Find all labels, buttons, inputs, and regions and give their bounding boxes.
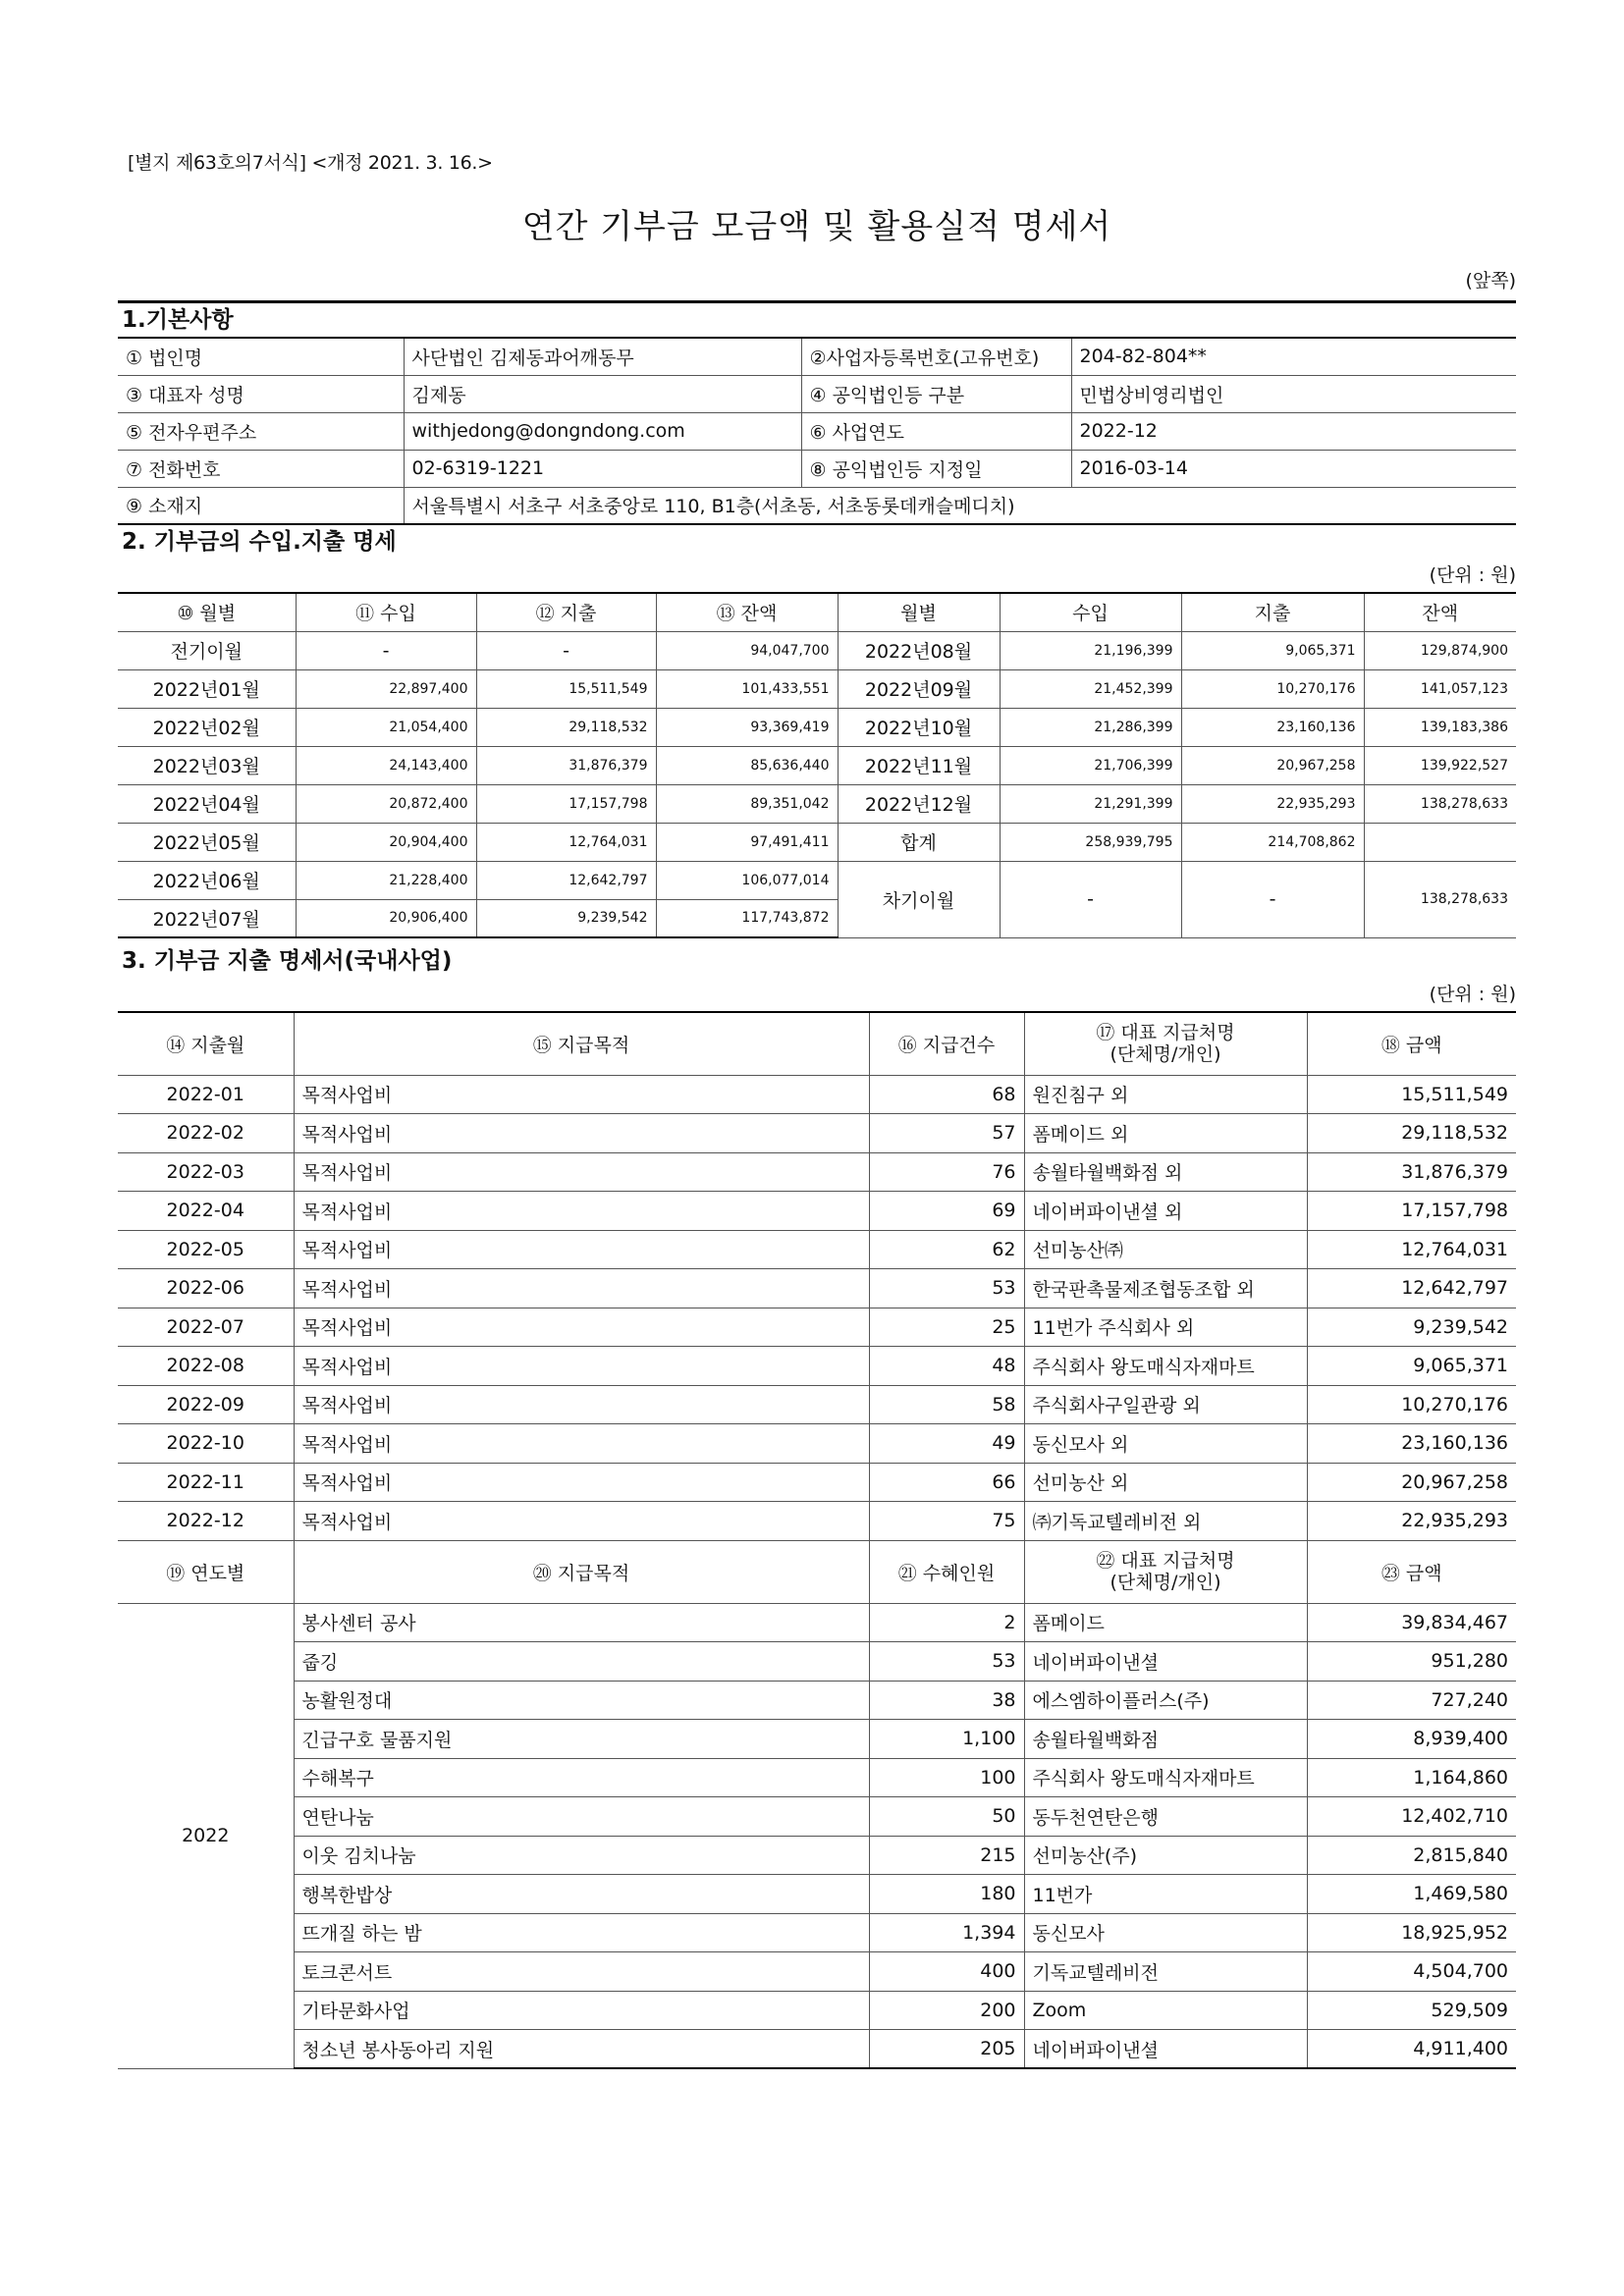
purpose-cell: 긴급구호 물품지원 bbox=[294, 1720, 869, 1759]
table-header-row bbox=[118, 1012, 1516, 1075]
purpose-cell: 농활원정대 bbox=[294, 1681, 869, 1720]
table-row bbox=[118, 1075, 1516, 1114]
count-cell: 66 bbox=[869, 1463, 1024, 1502]
table-row bbox=[118, 2030, 1516, 2069]
amount-cell: 12,764,031 bbox=[1307, 1230, 1516, 1269]
recipient-cell: 한국판촉물제조협동조합 외 bbox=[1024, 1269, 1307, 1308]
table-row bbox=[118, 1913, 1516, 1952]
beneficiary-count-cell: 1,394 bbox=[869, 1913, 1024, 1952]
table-header-row bbox=[118, 593, 1516, 631]
beneficiary-count-cell: 180 bbox=[869, 1875, 1024, 1914]
document-title: 연간 기부금 모금액 및 활용실적 명세서 bbox=[521, 207, 1112, 246]
amount-cell: 15,511,549 bbox=[1307, 1075, 1516, 1114]
month-cell: 2022-06 bbox=[118, 1269, 294, 1308]
amount-cell: - bbox=[1000, 861, 1181, 937]
amount-cell: 21,286,399 bbox=[1000, 708, 1181, 746]
month-cell: 2022년11월 bbox=[838, 746, 1000, 784]
amount-cell: 2,815,840 bbox=[1307, 1836, 1516, 1875]
recipient-cell: 동두천연탄은행 bbox=[1024, 1797, 1307, 1837]
amount-cell: 15,511,549 bbox=[476, 669, 656, 708]
beneficiary-count-cell: 53 bbox=[869, 1642, 1024, 1682]
amount-cell: 21,452,399 bbox=[1000, 669, 1181, 708]
purpose-cell: 기타문화사업 bbox=[294, 1991, 869, 2030]
amount-cell: 139,183,386 bbox=[1364, 708, 1516, 746]
purpose-cell: 목적사업비 bbox=[294, 1308, 869, 1347]
basic-info-row bbox=[118, 375, 1516, 412]
field-value: withjedong@dongndong.com bbox=[404, 412, 801, 450]
table-row bbox=[118, 1269, 1516, 1308]
address-value: 서울특별시 서초구 서초중앙로 110, B1층(서초동, 서초동롯데캐슬메디치) bbox=[404, 487, 1516, 524]
purpose-cell: 목적사업비 bbox=[294, 1192, 869, 1231]
column-header: 잔액 bbox=[1364, 593, 1516, 631]
income-expense-table bbox=[118, 592, 1516, 938]
month-cell: 2022-01 bbox=[118, 1075, 294, 1114]
field-value: 204-82-804** bbox=[1071, 338, 1516, 375]
header-line: ⑰ 대표 지급처명 bbox=[1096, 1022, 1235, 1044]
purpose-cell: 목적사업비 bbox=[294, 1424, 869, 1464]
basic-info-table bbox=[118, 337, 1516, 525]
beneficiary-count-cell: 38 bbox=[869, 1681, 1024, 1720]
column-header: 지출 bbox=[1181, 593, 1364, 631]
recipient-cell: Zoom bbox=[1024, 1991, 1307, 2030]
column-header: ⑲ 연도별 bbox=[118, 1540, 294, 1603]
recipient-cell: 주식회사 왕도매식자재마트 bbox=[1024, 1347, 1307, 1386]
recipient-cell: 폼메이드 외 bbox=[1024, 1114, 1307, 1153]
amount-cell: 18,925,952 bbox=[1307, 1913, 1516, 1952]
month-cell: 2022-05 bbox=[118, 1230, 294, 1269]
field-value: 민법상비영리법인 bbox=[1071, 375, 1516, 412]
amount-cell: 138,278,633 bbox=[1364, 861, 1516, 937]
month-cell: 2022년07월 bbox=[118, 899, 296, 937]
amount-cell: 12,642,797 bbox=[1307, 1269, 1516, 1308]
table-row bbox=[118, 1385, 1516, 1424]
recipient-cell: 네이버파이낸셜 bbox=[1024, 2030, 1307, 2069]
amount-cell: 20,872,400 bbox=[296, 784, 476, 823]
header-line: (단체명/개인) bbox=[1110, 1043, 1221, 1066]
table-row bbox=[118, 1347, 1516, 1386]
purpose-cell: 목적사업비 bbox=[294, 1114, 869, 1153]
purpose-cell: 목적사업비 bbox=[294, 1269, 869, 1308]
month-cell: 2022년04월 bbox=[118, 784, 296, 823]
purpose-cell: 목적사업비 bbox=[294, 1230, 869, 1269]
section-basic-info-title: 1.기본사항 bbox=[118, 300, 1516, 337]
recipient-cell: 주식회사구일관광 외 bbox=[1024, 1385, 1307, 1424]
month-cell: 합계 bbox=[838, 823, 1000, 861]
amount-cell: 85,636,440 bbox=[656, 746, 838, 784]
month-cell: 2022년05월 bbox=[118, 823, 296, 861]
count-cell: 57 bbox=[869, 1114, 1024, 1153]
field-label: ④ 공익법인등 구분 bbox=[801, 375, 1071, 412]
count-cell: 58 bbox=[869, 1385, 1024, 1424]
amount-cell: 17,157,798 bbox=[476, 784, 656, 823]
purpose-cell: 목적사업비 bbox=[294, 1463, 869, 1502]
amount-cell: - bbox=[476, 631, 656, 669]
table-row bbox=[118, 1991, 1516, 2030]
beneficiary-count-cell: 50 bbox=[869, 1797, 1024, 1837]
amount-cell bbox=[1364, 823, 1516, 861]
amount-cell: 727,240 bbox=[1307, 1681, 1516, 1720]
purpose-cell: 이웃 김치나눔 bbox=[294, 1836, 869, 1875]
table-row bbox=[118, 1424, 1516, 1464]
month-cell: 2022년08월 bbox=[838, 631, 1000, 669]
unit-label: (단위 : 원) bbox=[1429, 564, 1516, 586]
field-value: 김제동 bbox=[404, 375, 801, 412]
recipient-cell: 에스엠하이플러스(주) bbox=[1024, 1681, 1307, 1720]
table-row bbox=[118, 631, 1516, 669]
month-cell: 2022년10월 bbox=[838, 708, 1000, 746]
amount-cell: 20,904,400 bbox=[296, 823, 476, 861]
amount-cell: 24,143,400 bbox=[296, 746, 476, 784]
field-value: 2016-03-14 bbox=[1071, 450, 1516, 487]
table-row bbox=[118, 1114, 1516, 1153]
recipient-cell: 기독교텔레비전 bbox=[1024, 1952, 1307, 1992]
count-cell: 62 bbox=[869, 1230, 1024, 1269]
recipient-cell: 선미농산㈜ bbox=[1024, 1230, 1307, 1269]
amount-cell: 9,065,371 bbox=[1181, 631, 1364, 669]
amount-cell: 21,706,399 bbox=[1000, 746, 1181, 784]
amount-cell: 23,160,136 bbox=[1181, 708, 1364, 746]
amount-cell: 89,351,042 bbox=[656, 784, 838, 823]
amount-cell: 141,057,123 bbox=[1364, 669, 1516, 708]
column-header: ⑫ 지출 bbox=[476, 593, 656, 631]
column-header: ⑳ 지급목적 bbox=[294, 1540, 869, 1603]
table-row bbox=[118, 1836, 1516, 1875]
month-cell: 2022년12월 bbox=[838, 784, 1000, 823]
amount-cell: 4,504,700 bbox=[1307, 1952, 1516, 1992]
amount-cell: - bbox=[296, 631, 476, 669]
amount-cell: 20,906,400 bbox=[296, 899, 476, 937]
table-row bbox=[118, 861, 1516, 899]
field-label: ① 법인명 bbox=[118, 338, 404, 375]
amount-cell: 94,047,700 bbox=[656, 631, 838, 669]
beneficiary-count-cell: 100 bbox=[869, 1758, 1024, 1797]
count-cell: 53 bbox=[869, 1269, 1024, 1308]
column-header: ㉓ 금액 bbox=[1307, 1540, 1516, 1603]
beneficiary-count-cell: 215 bbox=[869, 1836, 1024, 1875]
column-header: ㉑ 수혜인원 bbox=[869, 1540, 1024, 1603]
count-cell: 69 bbox=[869, 1192, 1024, 1231]
amount-cell: 138,278,633 bbox=[1364, 784, 1516, 823]
purpose-cell: 뜨개질 하는 밤 bbox=[294, 1913, 869, 1952]
purpose-cell: 목적사업비 bbox=[294, 1347, 869, 1386]
field-label: ③ 대표자 성명 bbox=[118, 375, 404, 412]
amount-cell: 9,239,542 bbox=[476, 899, 656, 937]
amount-cell: 39,834,467 bbox=[1307, 1603, 1516, 1642]
recipient-cell: 송월타월백화점 외 bbox=[1024, 1152, 1307, 1192]
amount-cell: 10,270,176 bbox=[1307, 1385, 1516, 1424]
amount-cell: 22,897,400 bbox=[296, 669, 476, 708]
table-row bbox=[118, 1308, 1516, 1347]
basic-info-row bbox=[118, 487, 1516, 524]
purpose-cell: 목적사업비 bbox=[294, 1502, 869, 1541]
field-label: ②사업자등록번호(고유번호) bbox=[801, 338, 1071, 375]
recipient-cell: 동신모사 외 bbox=[1024, 1424, 1307, 1464]
amount-cell: 21,291,399 bbox=[1000, 784, 1181, 823]
month-cell: 2022-07 bbox=[118, 1308, 294, 1347]
month-cell: 2022년06월 bbox=[118, 861, 296, 899]
carry-forward-label: 차기이월 bbox=[838, 861, 1000, 937]
amount-cell: 10,270,176 bbox=[1181, 669, 1364, 708]
count-cell: 68 bbox=[869, 1075, 1024, 1114]
table-row bbox=[118, 1681, 1516, 1720]
table-row bbox=[118, 1797, 1516, 1837]
month-cell: 2022-02 bbox=[118, 1114, 294, 1153]
purpose-cell: 연탄나눔 bbox=[294, 1797, 869, 1837]
recipient-cell: ㈜기독교텔레비전 외 bbox=[1024, 1502, 1307, 1541]
amount-cell: 21,196,399 bbox=[1000, 631, 1181, 669]
table-header-row bbox=[118, 1540, 1516, 1603]
amount-cell: 106,077,014 bbox=[656, 861, 838, 899]
month-cell: 2022년09월 bbox=[838, 669, 1000, 708]
purpose-cell: 목적사업비 bbox=[294, 1075, 869, 1114]
recipient-cell: 네이버파이낸셜 외 bbox=[1024, 1192, 1307, 1231]
recipient-cell: 11번가 bbox=[1024, 1875, 1307, 1914]
amount-cell: 20,967,258 bbox=[1181, 746, 1364, 784]
section-income-expense-title: 2. 기부금의 수입.지출 명세 bbox=[122, 529, 397, 555]
table-row bbox=[118, 1603, 1516, 1642]
recipient-cell: 선미농산(주) bbox=[1024, 1836, 1307, 1875]
basic-info-row bbox=[118, 338, 1516, 375]
amount-cell: 1,469,580 bbox=[1307, 1875, 1516, 1914]
expense-detail-table bbox=[118, 1011, 1516, 2069]
beneficiary-count-cell: 200 bbox=[869, 1991, 1024, 2030]
purpose-cell: 봉사센터 공사 bbox=[294, 1603, 869, 1642]
column-header: ⑬ 잔액 bbox=[656, 593, 838, 631]
column-header: ⑮ 지급목적 bbox=[294, 1012, 869, 1075]
table-row bbox=[118, 708, 1516, 746]
document-page bbox=[118, 147, 1516, 2069]
amount-cell: 529,509 bbox=[1307, 1991, 1516, 2030]
month-cell: 2022년01월 bbox=[118, 669, 296, 708]
beneficiary-count-cell: 400 bbox=[869, 1952, 1024, 1992]
amount-cell: 12,764,031 bbox=[476, 823, 656, 861]
form-number: [별지 제63호의7서식] <개정 2021. 3. 16.> bbox=[128, 152, 493, 174]
field-label: ⑧ 공익법인등 지정일 bbox=[801, 450, 1071, 487]
column-header: ⑭ 지출월 bbox=[118, 1012, 294, 1075]
table-row bbox=[118, 1720, 1516, 1759]
amount-cell: 117,743,872 bbox=[656, 899, 838, 937]
amount-cell: 31,876,379 bbox=[1307, 1152, 1516, 1192]
unit-label-2: (단위 : 원) bbox=[1429, 984, 1516, 1005]
year-cell: 2022 bbox=[118, 1603, 294, 2068]
purpose-cell: 수해복구 bbox=[294, 1758, 869, 1797]
column-header: ⑯ 지급건수 bbox=[869, 1012, 1024, 1075]
column-header: ⑪ 수입 bbox=[296, 593, 476, 631]
purpose-cell: 행복한밥상 bbox=[294, 1875, 869, 1914]
amount-cell: 4,911,400 bbox=[1307, 2030, 1516, 2069]
table-row bbox=[118, 669, 1516, 708]
field-value: 2022-12 bbox=[1071, 412, 1516, 450]
basic-info-row bbox=[118, 450, 1516, 487]
amount-cell: 21,228,400 bbox=[296, 861, 476, 899]
table-row bbox=[118, 1952, 1516, 1992]
amount-cell: 22,935,293 bbox=[1181, 784, 1364, 823]
amount-cell: 129,874,900 bbox=[1364, 631, 1516, 669]
table-row bbox=[118, 1875, 1516, 1914]
amount-cell: 21,054,400 bbox=[296, 708, 476, 746]
month-cell: 2022년03월 bbox=[118, 746, 296, 784]
purpose-cell: 목적사업비 bbox=[294, 1385, 869, 1424]
amount-cell: 12,642,797 bbox=[476, 861, 656, 899]
count-cell: 25 bbox=[869, 1308, 1024, 1347]
purpose-cell: 줍깅 bbox=[294, 1642, 869, 1682]
month-cell: 2022-12 bbox=[118, 1502, 294, 1541]
field-label: ⑥ 사업연도 bbox=[801, 412, 1071, 450]
table-row bbox=[118, 1463, 1516, 1502]
amount-cell: 101,433,551 bbox=[656, 669, 838, 708]
count-cell: 49 bbox=[869, 1424, 1024, 1464]
recipient-cell: 송월타월백화점 bbox=[1024, 1720, 1307, 1759]
month-cell: 2022-10 bbox=[118, 1424, 294, 1464]
amount-cell: 214,708,862 bbox=[1181, 823, 1364, 861]
table-row bbox=[118, 1758, 1516, 1797]
column-header: ⑩ 월별 bbox=[118, 593, 296, 631]
table-row bbox=[118, 1192, 1516, 1231]
table-row bbox=[118, 784, 1516, 823]
basic-info-row bbox=[118, 412, 1516, 450]
field-label: ⑨ 소재지 bbox=[118, 487, 404, 524]
recipient-cell: 원진침구 외 bbox=[1024, 1075, 1307, 1114]
amount-cell: 23,160,136 bbox=[1307, 1424, 1516, 1464]
amount-cell: 29,118,532 bbox=[1307, 1114, 1516, 1153]
column-header: 월별 bbox=[838, 593, 1000, 631]
amount-cell: 8,939,400 bbox=[1307, 1720, 1516, 1759]
count-cell: 48 bbox=[869, 1347, 1024, 1386]
field-label: ⑦ 전화번호 bbox=[118, 450, 404, 487]
beneficiary-count-cell: 1,100 bbox=[869, 1720, 1024, 1759]
field-value: 사단법인 김제동과어깨동무 bbox=[404, 338, 801, 375]
amount-cell: - bbox=[1181, 861, 1364, 937]
column-header: 수입 bbox=[1000, 593, 1181, 631]
table-row bbox=[118, 823, 1516, 861]
column-header bbox=[1024, 1540, 1307, 1603]
column-header: ⑱ 금액 bbox=[1307, 1012, 1516, 1075]
front-side-label: (앞쪽) bbox=[1465, 270, 1516, 292]
table-row bbox=[118, 1230, 1516, 1269]
amount-cell: 93,369,419 bbox=[656, 708, 838, 746]
table-row bbox=[118, 1502, 1516, 1541]
amount-cell: 22,935,293 bbox=[1307, 1502, 1516, 1541]
amount-cell: 1,164,860 bbox=[1307, 1758, 1516, 1797]
month-cell: 2022-03 bbox=[118, 1152, 294, 1192]
recipient-cell: 11번가 주식회사 외 bbox=[1024, 1308, 1307, 1347]
month-cell: 2022-08 bbox=[118, 1347, 294, 1386]
table-row bbox=[118, 746, 1516, 784]
recipient-cell: 네이버파이낸셜 bbox=[1024, 1642, 1307, 1682]
amount-cell: 9,065,371 bbox=[1307, 1347, 1516, 1386]
purpose-cell: 목적사업비 bbox=[294, 1152, 869, 1192]
amount-cell: 20,967,258 bbox=[1307, 1463, 1516, 1502]
amount-cell: 139,922,527 bbox=[1364, 746, 1516, 784]
header-line: ㉒ 대표 지급처명 bbox=[1096, 1550, 1235, 1572]
amount-cell: 258,939,795 bbox=[1000, 823, 1181, 861]
field-value: 02-6319-1221 bbox=[404, 450, 801, 487]
recipient-cell: 폼메이드 bbox=[1024, 1603, 1307, 1642]
recipient-cell: 주식회사 왕도매식자재마트 bbox=[1024, 1758, 1307, 1797]
month-cell: 2022-11 bbox=[118, 1463, 294, 1502]
amount-cell: 9,239,542 bbox=[1307, 1308, 1516, 1347]
month-cell: 전기이월 bbox=[118, 631, 296, 669]
table-row bbox=[118, 1152, 1516, 1192]
header-line: (단체명/개인) bbox=[1110, 1572, 1221, 1593]
month-cell: 2022-04 bbox=[118, 1192, 294, 1231]
section-expense-detail-title: 3. 기부금 지출 명세서(국내사업) bbox=[122, 948, 453, 974]
recipient-cell: 동신모사 bbox=[1024, 1913, 1307, 1952]
beneficiary-count-cell: 2 bbox=[869, 1603, 1024, 1642]
amount-cell: 951,280 bbox=[1307, 1642, 1516, 1682]
month-cell: 2022-09 bbox=[118, 1385, 294, 1424]
amount-cell: 12,402,710 bbox=[1307, 1797, 1516, 1837]
purpose-cell: 청소년 봉사동아리 지원 bbox=[294, 2030, 869, 2069]
amount-cell: 97,491,411 bbox=[656, 823, 838, 861]
recipient-cell: 선미농산 외 bbox=[1024, 1463, 1307, 1502]
field-label: ⑤ 전자우편주소 bbox=[118, 412, 404, 450]
amount-cell: 29,118,532 bbox=[476, 708, 656, 746]
purpose-cell: 토크콘서트 bbox=[294, 1952, 869, 1992]
count-cell: 76 bbox=[869, 1152, 1024, 1192]
count-cell: 75 bbox=[869, 1502, 1024, 1541]
amount-cell: 17,157,798 bbox=[1307, 1192, 1516, 1231]
amount-cell: 31,876,379 bbox=[476, 746, 656, 784]
column-header bbox=[1024, 1012, 1307, 1075]
beneficiary-count-cell: 205 bbox=[869, 2030, 1024, 2069]
month-cell: 2022년02월 bbox=[118, 708, 296, 746]
table-row bbox=[118, 1642, 1516, 1682]
